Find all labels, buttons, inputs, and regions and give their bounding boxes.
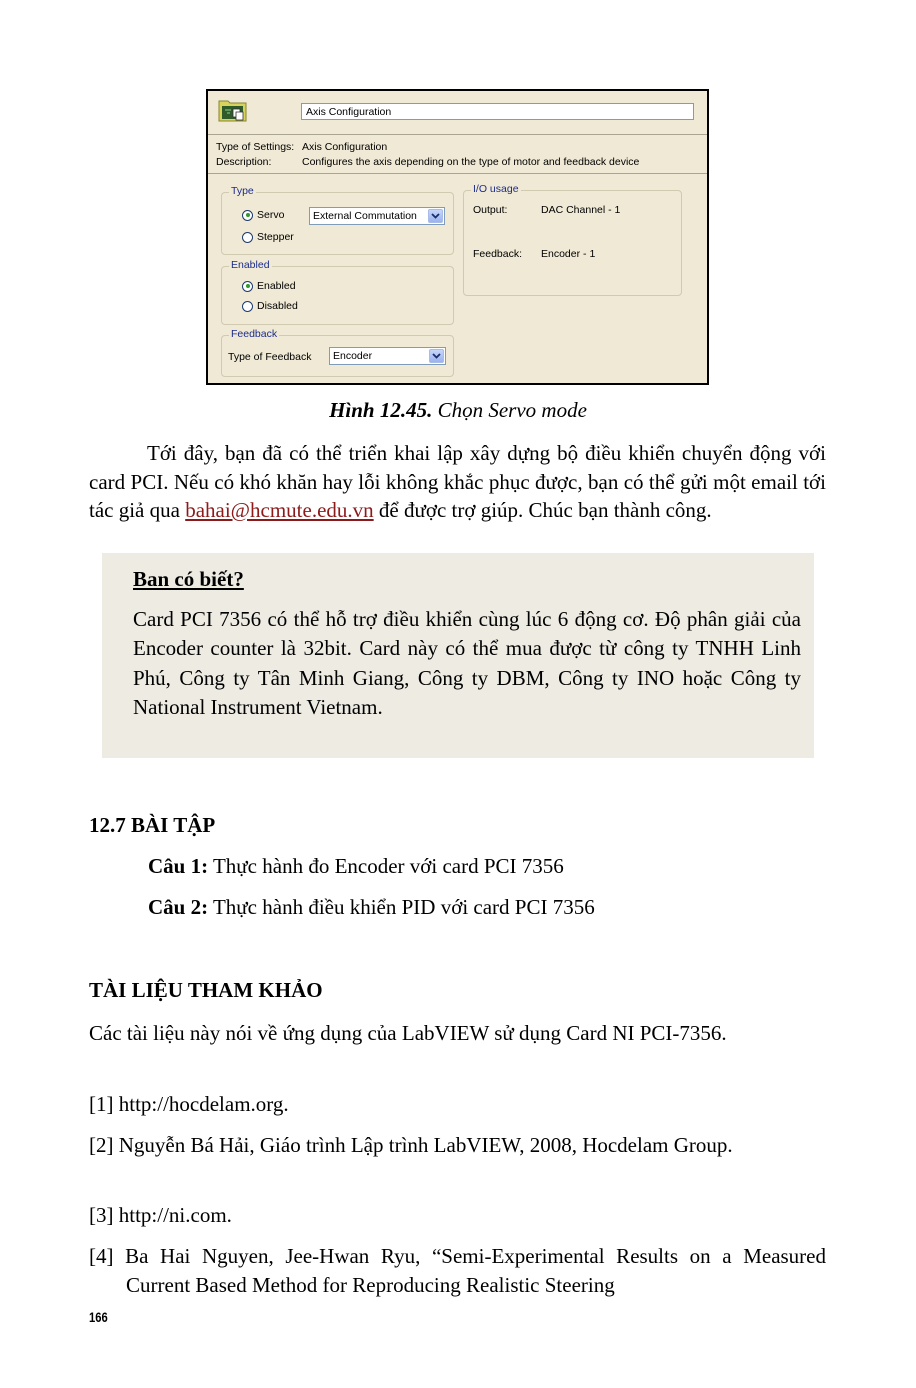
reference-item: [3] http://ni.com. (89, 1203, 232, 1227)
exercise-text: Thực hành đo Encoder với card PCI 7356 (208, 854, 564, 878)
io-feedback-row (473, 248, 595, 260)
enabled-group (221, 259, 454, 325)
disabled-radio-label: Disabled (257, 300, 298, 312)
servo-radio-label: Servo (257, 209, 285, 221)
chevron-down-icon[interactable] (429, 349, 444, 363)
figure-caption-text: Chọn Servo mode (432, 398, 587, 422)
paragraph-text-end: để được trợ giúp. Chúc bạn thành công. (373, 498, 712, 522)
io-output-label: Output: (473, 204, 508, 216)
description-label: Description: (216, 156, 272, 168)
description-value: Configures the axis depending on the type of motor and feedback device (302, 156, 640, 168)
chevron-down-icon[interactable] (428, 209, 443, 223)
radio-selected-icon[interactable] (242, 281, 253, 292)
radio-unselected-icon[interactable] (242, 301, 253, 312)
feedback-group (221, 328, 454, 377)
page-number: 166 (89, 1309, 108, 1325)
stepper-radio-option[interactable] (242, 231, 294, 243)
figure-caption (0, 398, 916, 423)
reference-item: [4] Ba Hai Nguyen, Jee-Hwan Ryu, “Semi-Experimental Results on a Measured Current Based Method for Reproducing Realistic Steering (89, 1244, 826, 1297)
exercise-text: Thực hành điều khiển PID với card PCI 7356 (208, 895, 595, 919)
section-heading-references: TÀI LIỆU THAM KHẢO (89, 978, 323, 1002)
note-body: Card PCI 7356 có thể hỗ trợ điều khiển cùng lúc 6 động cơ. Độ phân giải của Encoder counter là 32bit. Card này có thể mua được từ công ty TNHH Linh Phú, Công ty Tân Minh Giang, Công ty DBM, Công ty INO hoặc Công ty National Instrument Vietnam. (133, 607, 801, 719)
exercise-label: Câu 2: (148, 895, 209, 919)
settings-name-input[interactable]: Axis Configuration (301, 103, 694, 120)
type-of-feedback-label: Type of Feedback (228, 351, 312, 363)
io-output-value: DAC Channel - 1 (541, 204, 621, 216)
did-you-know-box (102, 553, 814, 758)
exercise-item (148, 854, 564, 879)
type-group-legend: Type (231, 185, 254, 197)
disabled-radio-option[interactable] (242, 300, 298, 312)
radio-selected-icon[interactable] (242, 210, 253, 221)
commutation-select-value: External Commutation (313, 210, 417, 222)
section-heading-exercises: 12.7 BÀI TẬP (89, 813, 216, 837)
enabled-group-legend: Enabled (231, 259, 270, 271)
io-feedback-value: Encoder - 1 (541, 248, 596, 260)
io-feedback-label: Feedback: (473, 248, 523, 260)
radio-unselected-icon[interactable] (242, 232, 253, 243)
feedback-type-select[interactable] (329, 347, 446, 365)
references-intro: Các tài liệu này nói về ứng dụng của LabVIEW sử dụng Card NI PCI-7356. (89, 1021, 727, 1045)
folder-settings-icon (218, 98, 248, 122)
reference-item: [2] Nguyễn Bá Hải, Giáo trình Lập trình LabVIEW, 2008, Hocdelam Group. (89, 1133, 733, 1157)
type-of-settings-row (216, 141, 387, 153)
io-usage-group (463, 183, 682, 296)
exercise-label: Câu 1: (148, 854, 209, 878)
divider (208, 173, 707, 174)
note-title: Ban có biết? (133, 567, 244, 591)
feedback-type-select-value: Encoder (333, 350, 373, 362)
commutation-select[interactable] (309, 207, 445, 225)
enabled-radio-option[interactable] (242, 280, 296, 292)
type-of-settings-label: Type of Settings: (216, 141, 295, 153)
figure-number: Hình 12.45. (329, 398, 433, 422)
paragraph-text: Tới đây, bạn đã có thể triển khai lập xây dựng bộ điều khiển chuyển động với card PCI. Nếu có khó khăn hay lỗi không khắc phục được, bạn có thể gửi một email tới tác giả qua (89, 441, 826, 522)
enabled-radio-label: Enabled (257, 280, 296, 292)
exercise-item (148, 895, 595, 920)
email-link[interactable]: bahai@hcmute.edu.vn (185, 498, 374, 522)
axis-configuration-dialog (206, 89, 709, 385)
io-usage-group-legend: I/O usage (473, 183, 519, 195)
divider (208, 134, 707, 135)
io-output-row (473, 204, 620, 216)
body-paragraph (89, 439, 826, 525)
description-row (216, 156, 639, 168)
type-group (221, 185, 454, 255)
type-of-settings-value: Axis Configuration (302, 141, 388, 153)
feedback-group-legend: Feedback (231, 328, 278, 340)
servo-radio-option[interactable] (242, 209, 284, 221)
reference-item: [1] http://hocdelam.org. (89, 1092, 289, 1116)
stepper-radio-label: Stepper (257, 231, 294, 243)
